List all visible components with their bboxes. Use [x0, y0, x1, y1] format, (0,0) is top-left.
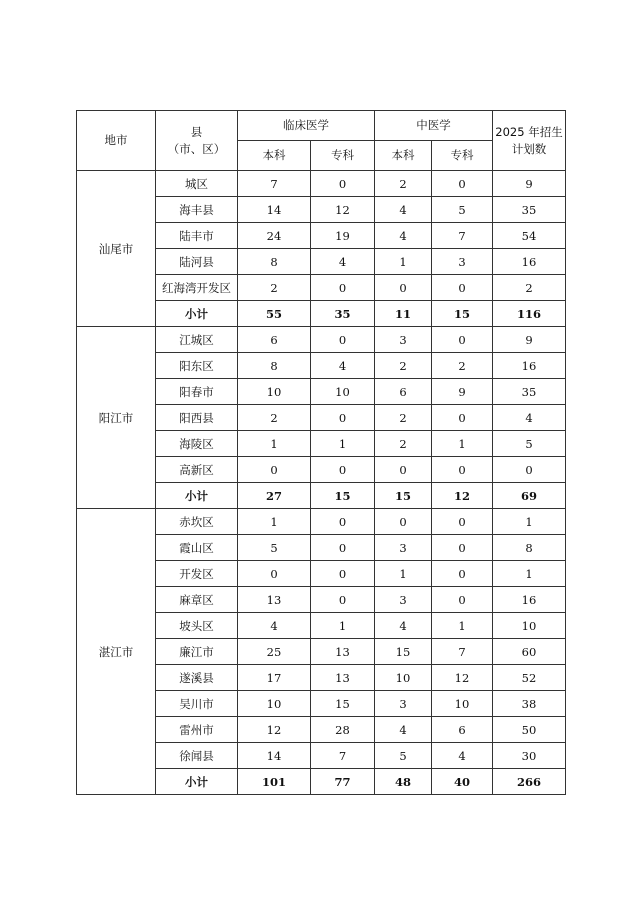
tcm-junior-cell: 2 [432, 353, 493, 379]
clinical-undergrad-cell: 8 [238, 353, 311, 379]
plan-total-cell: 16 [493, 587, 566, 613]
county-cell: 赤坎区 [156, 509, 238, 535]
county-cell: 阳春市 [156, 379, 238, 405]
subtotal-tcm-junior: 15 [432, 301, 493, 327]
subtotal-clinical-junior: 35 [311, 301, 375, 327]
subtotal-tcm-junior: 40 [432, 769, 493, 795]
plan-total-cell: 4 [493, 405, 566, 431]
plan-total-cell: 35 [493, 197, 566, 223]
clinical-undergrad-cell: 17 [238, 665, 311, 691]
clinical-undergrad-cell: 2 [238, 405, 311, 431]
tcm-undergrad-cell: 5 [375, 743, 432, 769]
tcm-junior-cell: 0 [432, 275, 493, 301]
clinical-junior-cell: 10 [311, 379, 375, 405]
subtotal-clinical-undergrad: 55 [238, 301, 311, 327]
plan-total-cell: 9 [493, 171, 566, 197]
clinical-junior-cell: 1 [311, 613, 375, 639]
clinical-undergrad-cell: 14 [238, 197, 311, 223]
plan-total-cell: 54 [493, 223, 566, 249]
county-cell: 遂溪县 [156, 665, 238, 691]
county-cell: 高新区 [156, 457, 238, 483]
subtotal-plan-total: 69 [493, 483, 566, 509]
clinical-junior-cell: 13 [311, 639, 375, 665]
header-county-line2: （市、区） [167, 141, 226, 156]
subtotal-clinical-junior: 15 [311, 483, 375, 509]
tcm-junior-cell: 9 [432, 379, 493, 405]
tcm-undergrad-cell: 2 [375, 353, 432, 379]
county-cell: 雷州市 [156, 717, 238, 743]
plan-total-cell: 8 [493, 535, 566, 561]
header-clinical-undergrad: 本科 [238, 141, 311, 171]
plan-total-cell: 35 [493, 379, 566, 405]
tcm-junior-cell: 0 [432, 457, 493, 483]
tcm-undergrad-cell: 4 [375, 717, 432, 743]
clinical-undergrad-cell: 13 [238, 587, 311, 613]
plan-total-cell: 50 [493, 717, 566, 743]
clinical-undergrad-cell: 8 [238, 249, 311, 275]
tcm-undergrad-cell: 15 [375, 639, 432, 665]
clinical-undergrad-cell: 24 [238, 223, 311, 249]
clinical-junior-cell: 1 [311, 431, 375, 457]
plan-total-cell: 1 [493, 561, 566, 587]
table-row [77, 171, 566, 197]
clinical-junior-cell: 15 [311, 691, 375, 717]
clinical-undergrad-cell: 7 [238, 171, 311, 197]
county-cell: 吴川市 [156, 691, 238, 717]
subtotal-clinical-junior: 77 [311, 769, 375, 795]
header-county [156, 111, 238, 171]
county-cell: 江城区 [156, 327, 238, 353]
county-cell: 开发区 [156, 561, 238, 587]
tcm-undergrad-cell: 0 [375, 275, 432, 301]
tcm-junior-cell: 6 [432, 717, 493, 743]
subtotal-clinical-undergrad: 27 [238, 483, 311, 509]
header-plan-line2: 计划数 [511, 141, 547, 156]
tcm-undergrad-cell: 1 [375, 249, 432, 275]
clinical-undergrad-cell: 25 [238, 639, 311, 665]
county-cell: 陆河县 [156, 249, 238, 275]
subtotal-tcm-undergrad: 15 [375, 483, 432, 509]
clinical-undergrad-cell: 4 [238, 613, 311, 639]
county-cell: 红海湾开发区 [156, 275, 238, 301]
county-cell: 城区 [156, 171, 238, 197]
tcm-undergrad-cell: 2 [375, 171, 432, 197]
tcm-junior-cell: 0 [432, 327, 493, 353]
clinical-undergrad-cell: 0 [238, 457, 311, 483]
tcm-junior-cell: 10 [432, 691, 493, 717]
plan-total-cell: 16 [493, 353, 566, 379]
tcm-junior-cell: 0 [432, 405, 493, 431]
county-cell: 海丰县 [156, 197, 238, 223]
tcm-undergrad-cell: 6 [375, 379, 432, 405]
city-cell: 汕尾市 [77, 171, 156, 327]
plan-total-cell: 1 [493, 509, 566, 535]
tcm-undergrad-cell: 10 [375, 665, 432, 691]
clinical-junior-cell: 0 [311, 171, 375, 197]
clinical-junior-cell: 19 [311, 223, 375, 249]
county-cell: 阳东区 [156, 353, 238, 379]
plan-total-cell: 30 [493, 743, 566, 769]
tcm-undergrad-cell: 3 [375, 535, 432, 561]
header-plan-total [493, 111, 566, 171]
tcm-junior-cell: 7 [432, 223, 493, 249]
clinical-undergrad-cell: 2 [238, 275, 311, 301]
tcm-junior-cell: 0 [432, 561, 493, 587]
plan-total-cell: 60 [493, 639, 566, 665]
clinical-junior-cell: 12 [311, 197, 375, 223]
clinical-undergrad-cell: 10 [238, 379, 311, 405]
header-tcm-junior: 专科 [432, 141, 493, 171]
plan-total-cell: 9 [493, 327, 566, 353]
plan-total-cell: 10 [493, 613, 566, 639]
clinical-junior-cell: 0 [311, 535, 375, 561]
clinical-junior-cell: 0 [311, 275, 375, 301]
header-county-line1: 县 [190, 124, 203, 139]
tcm-undergrad-cell: 2 [375, 431, 432, 457]
table-row [77, 327, 566, 353]
clinical-junior-cell: 4 [311, 353, 375, 379]
subtotal-tcm-undergrad: 48 [375, 769, 432, 795]
county-cell: 海陵区 [156, 431, 238, 457]
plan-total-cell: 16 [493, 249, 566, 275]
plan-total-cell: 0 [493, 457, 566, 483]
tcm-undergrad-cell: 4 [375, 613, 432, 639]
tcm-junior-cell: 5 [432, 197, 493, 223]
header-city: 地市 [77, 111, 156, 171]
subtotal-label: 小计 [156, 301, 238, 327]
clinical-junior-cell: 4 [311, 249, 375, 275]
county-cell: 霞山区 [156, 535, 238, 561]
city-cell: 湛江市 [77, 509, 156, 795]
clinical-undergrad-cell: 10 [238, 691, 311, 717]
tcm-undergrad-cell: 3 [375, 327, 432, 353]
clinical-undergrad-cell: 1 [238, 509, 311, 535]
tcm-junior-cell: 1 [432, 431, 493, 457]
county-cell: 徐闻县 [156, 743, 238, 769]
plan-total-cell: 2 [493, 275, 566, 301]
subtotal-label: 小计 [156, 769, 238, 795]
clinical-junior-cell: 0 [311, 561, 375, 587]
table-body [77, 171, 566, 795]
subtotal-plan-total: 116 [493, 301, 566, 327]
clinical-junior-cell: 7 [311, 743, 375, 769]
city-cell: 阳江市 [77, 327, 156, 509]
county-cell: 坡头区 [156, 613, 238, 639]
clinical-undergrad-cell: 6 [238, 327, 311, 353]
clinical-junior-cell: 0 [311, 457, 375, 483]
clinical-junior-cell: 13 [311, 665, 375, 691]
county-cell: 陆丰市 [156, 223, 238, 249]
subtotal-clinical-undergrad: 101 [238, 769, 311, 795]
tcm-junior-cell: 1 [432, 613, 493, 639]
header-clinical-medicine: 临床医学 [238, 111, 375, 141]
subtotal-tcm-junior: 12 [432, 483, 493, 509]
subtotal-label: 小计 [156, 483, 238, 509]
header-clinical-junior: 专科 [311, 141, 375, 171]
tcm-undergrad-cell: 1 [375, 561, 432, 587]
tcm-undergrad-cell: 2 [375, 405, 432, 431]
tcm-junior-cell: 0 [432, 587, 493, 613]
county-cell: 廉江市 [156, 639, 238, 665]
clinical-undergrad-cell: 1 [238, 431, 311, 457]
header-tcm: 中医学 [375, 111, 493, 141]
tcm-junior-cell: 4 [432, 743, 493, 769]
clinical-undergrad-cell: 0 [238, 561, 311, 587]
tcm-undergrad-cell: 0 [375, 509, 432, 535]
clinical-junior-cell: 0 [311, 327, 375, 353]
clinical-undergrad-cell: 5 [238, 535, 311, 561]
tcm-undergrad-cell: 4 [375, 223, 432, 249]
header-plan-line1: 2025 年招生 [495, 124, 563, 139]
tcm-undergrad-cell: 3 [375, 587, 432, 613]
tcm-undergrad-cell: 3 [375, 691, 432, 717]
tcm-junior-cell: 0 [432, 535, 493, 561]
tcm-junior-cell: 7 [432, 639, 493, 665]
tcm-undergrad-cell: 4 [375, 197, 432, 223]
clinical-undergrad-cell: 14 [238, 743, 311, 769]
tcm-junior-cell: 12 [432, 665, 493, 691]
tcm-junior-cell: 0 [432, 509, 493, 535]
table-row [77, 509, 566, 535]
tcm-junior-cell: 3 [432, 249, 493, 275]
plan-total-cell: 5 [493, 431, 566, 457]
county-cell: 阳西县 [156, 405, 238, 431]
header-tcm-undergrad: 本科 [375, 141, 432, 171]
plan-total-cell: 52 [493, 665, 566, 691]
clinical-junior-cell: 0 [311, 587, 375, 613]
clinical-junior-cell: 0 [311, 509, 375, 535]
county-cell: 麻章区 [156, 587, 238, 613]
clinical-junior-cell: 0 [311, 405, 375, 431]
clinical-undergrad-cell: 12 [238, 717, 311, 743]
tcm-junior-cell: 0 [432, 171, 493, 197]
subtotal-tcm-undergrad: 11 [375, 301, 432, 327]
subtotal-plan-total: 266 [493, 769, 566, 795]
enrollment-plan-table [76, 110, 566, 795]
tcm-undergrad-cell: 0 [375, 457, 432, 483]
clinical-junior-cell: 28 [311, 717, 375, 743]
plan-total-cell: 38 [493, 691, 566, 717]
